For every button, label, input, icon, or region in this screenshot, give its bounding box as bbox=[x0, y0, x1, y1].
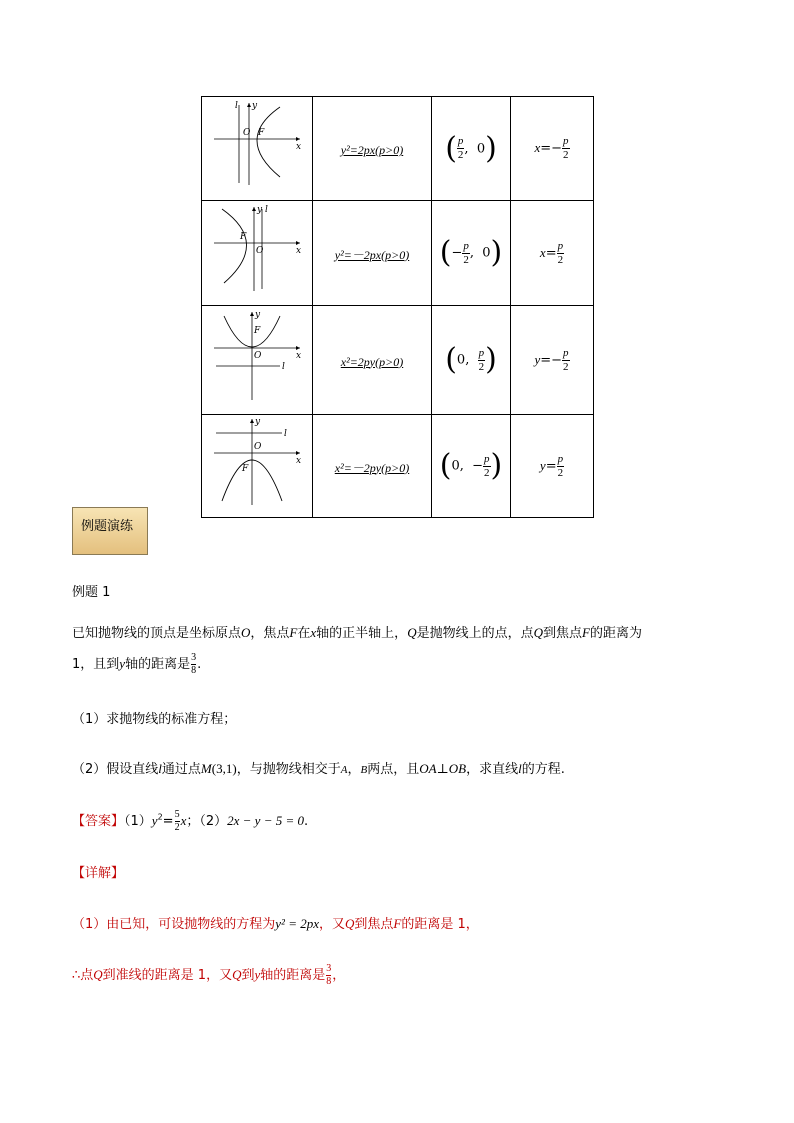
solution-line-1: （1）由已知，可设抛物线的方程为y² = 2px，又Q到焦点F的距离是 1， bbox=[72, 916, 479, 932]
svg-text:F: F bbox=[242, 464, 249, 474]
svg-text:F: F bbox=[254, 326, 261, 336]
equation-cell bbox=[313, 201, 432, 306]
origin-label: O bbox=[243, 128, 251, 138]
standard-equation: y²=－2px(p>0) bbox=[334, 247, 410, 262]
answer-tag: 【答案】 bbox=[72, 814, 125, 829]
focus-zero: 0 bbox=[476, 141, 486, 156]
table-row bbox=[202, 306, 594, 415]
parabola-graph-down bbox=[202, 415, 312, 513]
svg-text:x: x bbox=[296, 246, 302, 256]
table-row bbox=[202, 415, 594, 518]
directrix-cell: x= $\frac{p}{2}$ bbox=[511, 201, 594, 306]
svg-text:y: y bbox=[255, 310, 261, 320]
graph-cell bbox=[202, 201, 313, 306]
equation-cell bbox=[313, 415, 432, 518]
parabola-graph-up bbox=[202, 306, 312, 410]
table-row bbox=[202, 201, 594, 306]
axis-y-label: y bbox=[252, 101, 258, 111]
standard-equation: x²=－2py(p>0) bbox=[334, 460, 410, 475]
svg-text:O: O bbox=[254, 442, 262, 452]
svg-text:y: y bbox=[255, 417, 261, 427]
svg-text:x: x bbox=[296, 351, 302, 361]
parabola-graph-right bbox=[202, 97, 312, 196]
detail-tag: 【详解】 bbox=[72, 866, 125, 881]
svg-text:l: l bbox=[284, 429, 287, 439]
svg-text:F: F bbox=[240, 232, 247, 242]
directrix-cell: x=− $\frac{p}{2}$ bbox=[511, 97, 594, 201]
question-2: （2）假设直线l通过点M(3,1)，与抛物线相交于A，B两点，且OA⊥OB，求直线l的方程. bbox=[72, 761, 565, 777]
example-title: 例题 1 bbox=[72, 585, 111, 600]
directrix-fraction: $\frac{p}{2}$ bbox=[563, 135, 569, 161]
standard-equation: x²=2py(p>0) bbox=[340, 354, 404, 369]
parabola-table bbox=[201, 96, 594, 518]
equation-cell bbox=[313, 306, 432, 415]
graph-cell bbox=[202, 97, 313, 201]
graph-cell bbox=[202, 306, 313, 415]
table-row bbox=[202, 97, 594, 201]
focus-cell: (0, $\frac{p}{2}$ ) bbox=[432, 306, 511, 415]
answer-line: 【答案】$(1)y^2=$ $\frac{5}{2}$ x；（2）2x − y − 5 = 0. bbox=[72, 809, 309, 833]
focus-cell: (0, − $\frac{p}{2}$ ) bbox=[432, 415, 511, 518]
directrix-label: l bbox=[235, 101, 238, 111]
svg-text:O: O bbox=[254, 351, 262, 361]
svg-text:l: l bbox=[265, 205, 268, 215]
focus-fraction: $\frac{p}{2}$ bbox=[457, 135, 464, 161]
svg-text:x: x bbox=[296, 456, 302, 466]
focus-cell: (− $\frac{p}{2}$ , 0) bbox=[432, 201, 511, 306]
section-label: 例题演练 bbox=[72, 507, 148, 555]
svg-text:O: O bbox=[256, 246, 264, 256]
directrix-cell: y= $\frac{p}{2}$ bbox=[511, 415, 594, 518]
equation-cell bbox=[313, 97, 432, 201]
focus-cell: ( $\frac{p}{2}$ , 0) bbox=[432, 97, 511, 201]
directrix-cell: y=− $\frac{p}{2}$ bbox=[511, 306, 594, 415]
parabola-graph-left bbox=[202, 201, 312, 301]
svg-text:y: y bbox=[257, 205, 263, 215]
question-1: （1）求抛物线的标准方程； bbox=[72, 712, 237, 727]
problem-line-1: 已知抛物线的顶点是坐标原点O，焦点F在x轴的正半轴上，Q是抛物线上的点，点Q到焦点F的距离为 bbox=[72, 625, 642, 641]
solution-line-2: ∴点Q到准线的距离是 1，又Q到y轴的距离是 $\frac{3}{8}$ ， bbox=[72, 963, 346, 987]
focus-label: F bbox=[258, 128, 265, 138]
svg-text:l: l bbox=[282, 362, 285, 372]
problem-line-2: 1，且到y轴的距离是 $\frac{3}{8}$ . bbox=[72, 652, 202, 676]
standard-equation: y²=2px(p>0) bbox=[340, 143, 404, 157]
graph-cell bbox=[202, 415, 313, 518]
axis-x-label: x bbox=[296, 142, 302, 152]
